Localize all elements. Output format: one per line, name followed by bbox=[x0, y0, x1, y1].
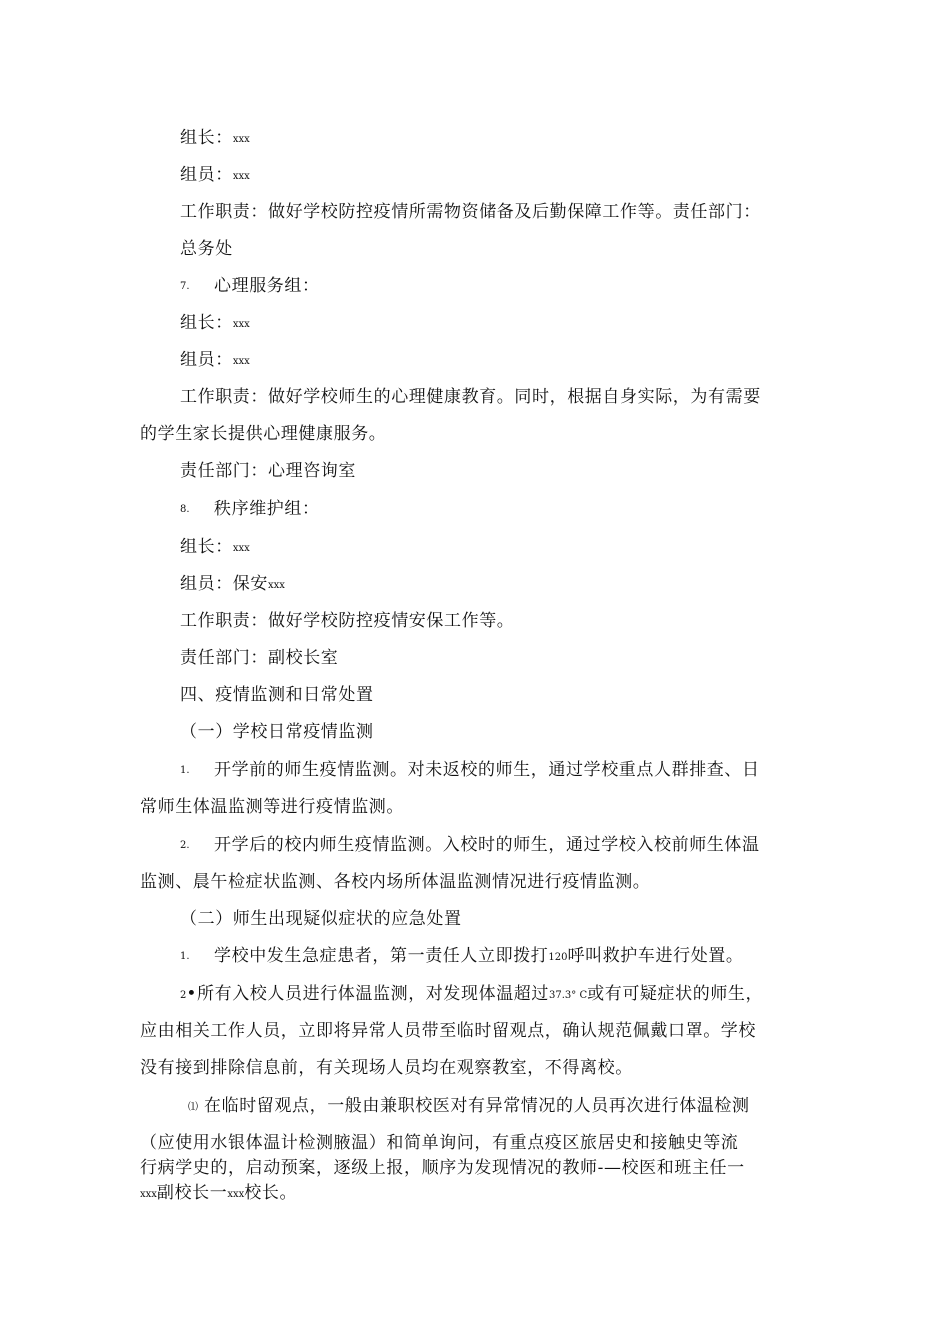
list-number: 8. bbox=[180, 504, 190, 515]
list-item bbox=[180, 982, 763, 1008]
list-item-text: •所有入校人员进行体温监测，对发现体温超过 bbox=[186, 984, 550, 1004]
text-line: 责任部门：心理咨询室 bbox=[180, 461, 356, 481]
text-line: （应使用水银体温计检测腋温）和简单询问，有重点疫区旅居史和接触史等流 bbox=[140, 1133, 739, 1153]
list-heading bbox=[180, 497, 320, 522]
subsection-heading: （一）学校日常疫情监测 bbox=[180, 722, 374, 742]
label-group-member: 组员： bbox=[180, 350, 233, 370]
text-line bbox=[180, 348, 250, 374]
text-segment: 副校长一 bbox=[156, 1183, 228, 1203]
label-group-member: 组员： bbox=[180, 165, 233, 185]
list-heading-text: 秩序维护组： bbox=[214, 499, 320, 519]
label-group-leader: 组长： bbox=[180, 313, 233, 333]
text-line: 监测、晨午检症状监测、各校内场所体温监测情况进行疫情监测。 bbox=[140, 872, 651, 892]
label-group-leader: 组长： bbox=[180, 537, 233, 557]
text-line bbox=[180, 572, 285, 598]
list-item bbox=[180, 758, 760, 783]
list-item-text: 在临时留观点，一般由兼职校医对有异常情况的人员再次进行体温检测 bbox=[204, 1096, 750, 1116]
text-line: 总务处 bbox=[180, 239, 233, 259]
placeholder-name: xxx bbox=[232, 134, 250, 145]
phone-number: 120 bbox=[548, 952, 568, 963]
list-item bbox=[180, 833, 760, 858]
text-line bbox=[180, 163, 250, 189]
list-item-text: 学校中发生急症患者，第一责任人立即拨打 bbox=[214, 946, 549, 966]
text-line bbox=[180, 311, 250, 337]
text-line bbox=[180, 535, 250, 561]
list-number: 1. bbox=[180, 765, 190, 776]
placeholder-name: xxx bbox=[140, 1189, 157, 1200]
list-heading bbox=[180, 274, 320, 299]
text-segment: 校长。 bbox=[244, 1183, 298, 1203]
placeholder-name: xxx bbox=[268, 580, 285, 591]
text-line: 工作职责：做好学校防控疫情安保工作等。 bbox=[180, 611, 515, 631]
text-line: 没有接到排除信息前，有关现场人员均在观察教室，不得离校。 bbox=[140, 1058, 633, 1078]
list-item bbox=[180, 944, 744, 970]
list-item-text: 或有可疑症状的师生， bbox=[587, 984, 764, 1004]
list-number: 2 bbox=[180, 990, 187, 1001]
text-line: 工作职责：做好学校防控疫情所需物资储备及后勤保障工作等。责任部门： bbox=[180, 202, 761, 222]
text-line bbox=[140, 1181, 297, 1207]
list-number: ⑴ bbox=[188, 1102, 198, 1113]
text-line bbox=[180, 126, 250, 152]
temperature-value: 37.3° C bbox=[549, 990, 588, 1001]
placeholder-name: xxx bbox=[227, 1189, 245, 1200]
list-number: 2. bbox=[180, 840, 190, 851]
subsection-heading: （二）师生出现疑似症状的应急处置 bbox=[180, 909, 462, 929]
label-group-member: 组员：保安 bbox=[180, 574, 268, 594]
list-heading-text: 心理服务组： bbox=[214, 276, 320, 296]
list-item-text: 呼叫救护车进行处置。 bbox=[567, 946, 744, 966]
list-number: 1. bbox=[180, 951, 190, 962]
text-line: 行病学史的，启动预案，逐级上报，顺序为发现情况的教师-—校医和班主任一 bbox=[140, 1158, 745, 1178]
text-line: 的学生家长提供心理健康服务。 bbox=[140, 424, 387, 444]
list-item bbox=[188, 1094, 750, 1120]
list-item-text: 开学前的师生疫情监测。对未返校的师生，通过学校重点人群排查、日 bbox=[214, 760, 760, 780]
placeholder-name: xxx bbox=[232, 356, 250, 367]
list-number: 7. bbox=[180, 281, 190, 292]
text-line: 工作职责：做好学校师生的心理健康教育。同时，根据自身实际，为有需要 bbox=[180, 387, 761, 407]
placeholder-name: xxx bbox=[232, 319, 250, 330]
text-line: 应由相关工作人员，立即将异常人员带至临时留观点，确认规范佩戴口罩。学校 bbox=[140, 1021, 756, 1041]
section-heading: 四、疫情监测和日常处置 bbox=[180, 685, 374, 705]
list-item-text: 开学后的校内师生疫情监测。入校时的师生，通过学校入校前师生体温 bbox=[214, 835, 760, 855]
label-group-leader: 组长： bbox=[180, 128, 233, 148]
text-line: 责任部门：副校长室 bbox=[180, 648, 339, 668]
placeholder-name: xxx bbox=[232, 171, 250, 182]
placeholder-name: xxx bbox=[232, 543, 250, 554]
text-line: 常师生体温监测等进行疫情监测。 bbox=[140, 797, 404, 817]
